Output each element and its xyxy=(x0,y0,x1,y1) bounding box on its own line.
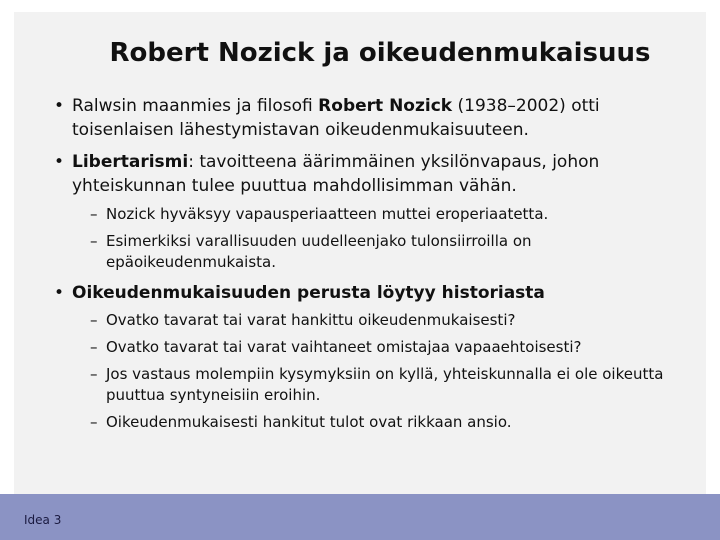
dash-glyph: – xyxy=(90,232,98,250)
footer-bar xyxy=(0,494,720,540)
sub-bullet-text: Jos vastaus molempiin kysymyksiin on kyllä, yhteiskunnalla ei ole oikeutta puuttua syntyneisiin eroihin. xyxy=(106,365,664,404)
footer-label: Idea 3 xyxy=(24,513,62,527)
bullet-item xyxy=(54,94,694,142)
sub-bullet-text: Ovatko tavarat tai varat vaihtaneet omistajaa vapaaehtoisesti? xyxy=(106,338,582,356)
dash-glyph: – xyxy=(90,413,98,431)
bullet-glyph: • xyxy=(54,283,65,303)
bullet-bold-text: Robert Nozick xyxy=(318,96,453,116)
sub-bullet-text: Esimerkiksi varallisuuden uudelleenjako tulonsiirroilla on epäoikeudenmukaista. xyxy=(106,232,532,271)
sub-bullet-text: Nozick hyväksyy vapausperiaatteen muttei eroperiaatetta. xyxy=(106,205,549,223)
bullet-glyph: • xyxy=(54,152,65,172)
sub-bullet-item xyxy=(90,337,690,358)
dash-glyph: – xyxy=(90,311,98,329)
sub-bullet-item xyxy=(90,412,690,433)
bullet-glyph: • xyxy=(54,96,65,116)
dash-glyph: – xyxy=(90,338,98,356)
sub-bullet-item xyxy=(90,204,690,225)
sub-bullet-text: Ovatko tavarat tai varat hankittu oikeudenmukaisesti? xyxy=(106,311,516,329)
sub-bullet-item xyxy=(90,364,690,406)
dash-glyph: – xyxy=(90,205,98,223)
bullet-bold-text: Libertarismi xyxy=(72,152,189,172)
bullet-item xyxy=(54,150,694,198)
bullet-bold-text: Oikeudenmukaisuuden perusta löytyy historiasta xyxy=(72,283,545,303)
sub-bullet-text: Oikeudenmukaisesti hankitut tulot ovat rikkaan ansio. xyxy=(106,413,512,431)
bullet-item xyxy=(54,281,694,305)
dash-glyph: – xyxy=(90,365,98,383)
bullet-text: Libertarismi: tavoitteena äärimmäinen yksilönvapaus, johon yhteiskunnan tulee puuttua mahdollisimman vähän. xyxy=(72,152,600,196)
sub-bullet-item xyxy=(90,231,690,273)
slide-title: Robert Nozick ja oikeudenmukaisuus xyxy=(109,38,651,68)
bullet-text xyxy=(54,281,694,305)
bullet-text: Ralwsin maanmies ja filosofi Robert Nozick (1938–2002) otti toisenlaisen lähestymistavan oikeudenmukaisuuteen. xyxy=(72,96,600,140)
sub-bullet-item xyxy=(90,310,690,331)
